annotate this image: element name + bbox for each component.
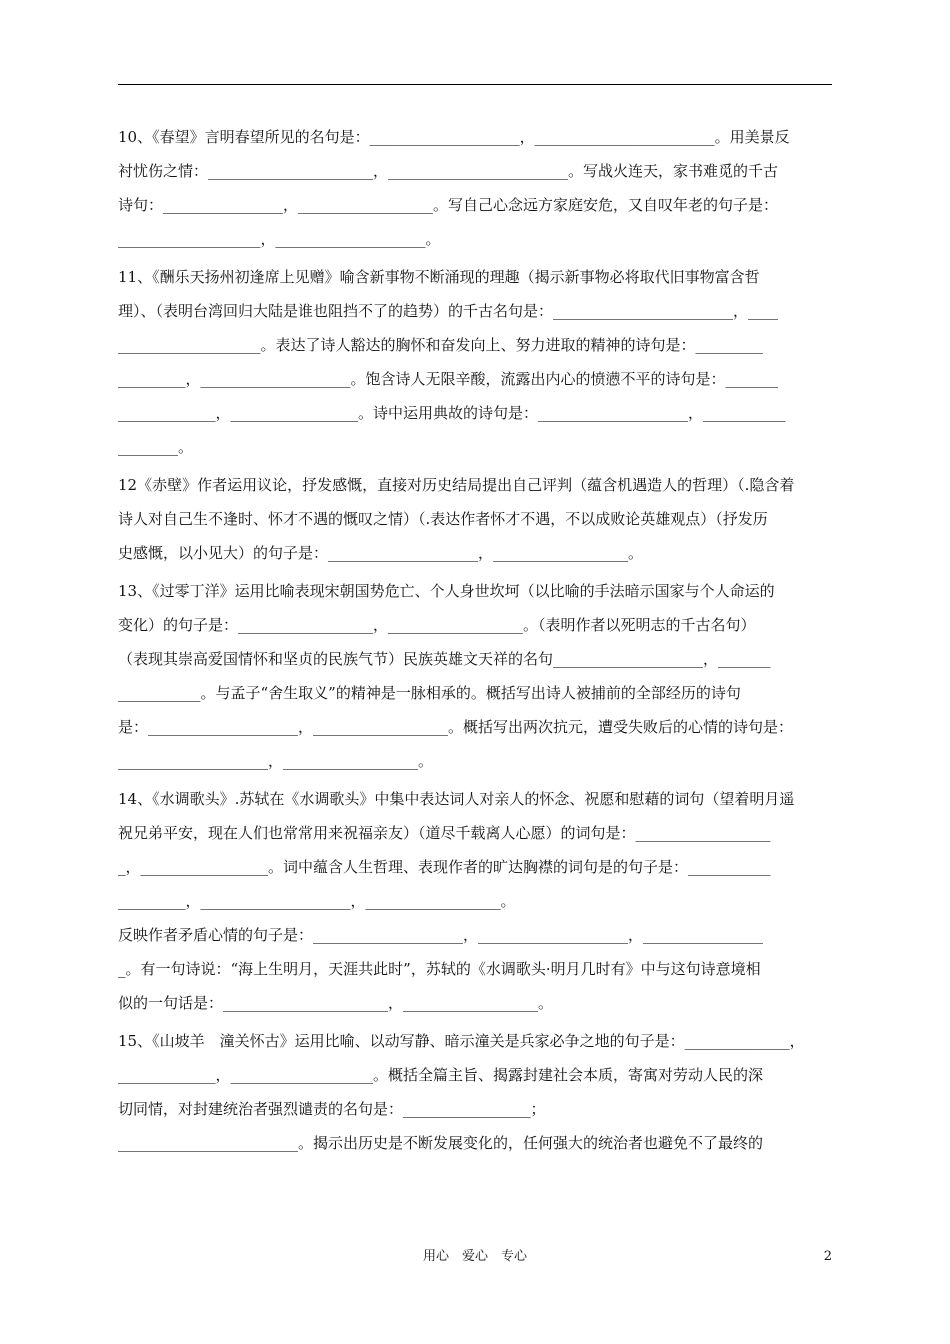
text-line: ___________。与孟子“舍生取义”的精神是一脉相承的。概括写出诗人被捕前的全部经历的诗句 — [118, 684, 741, 702]
text-line: 变化）的句子是：__________________，__________________。（表明作者以死明志的千古名句） — [118, 616, 756, 634]
text-line: 13、《过零丁洋》运用比喻表现宋朝国势危亡、个人身世坎坷（以比喻的手法暗示国家与个人命运的 — [118, 582, 775, 600]
text-line: ___________________，____________________。 — [118, 230, 441, 248]
document-body — [118, 120, 832, 1160]
text-line: _____________，_________________。诗中运用典故的诗句是：____________________，___________ — [118, 404, 786, 422]
header-rule — [118, 84, 832, 85]
text-line: 10、《春望》言明春望所见的名句是：____________________，________________________。用美景反 — [118, 128, 790, 146]
page-number: 2 — [823, 1249, 832, 1264]
text-line: ________。 — [118, 438, 194, 456]
text-line: 12《赤壁》作者运用议论，抒发感慨，直接对历史结局提出自己评判（蕴含机遇造人的哲理）（.隐含着 — [118, 476, 795, 494]
text-line: _，_________________。词中蕴含人生哲理、表现作者的旷达胸襟的词句是的句子是：___________ — [118, 858, 771, 876]
text-line: _________，____________________，__________________。 — [118, 892, 516, 910]
text-line: 衬忧伤之情：______________________，________________________。写战火连天，家书难觅的千古 — [118, 162, 779, 180]
footer-slogan: 用心 爱心 专心 — [422, 1249, 527, 1264]
text-line: 11、《酬乐天扬州初逢席上见赠》喻含新事物不断涌现的理趣（揭示新事物必将取代旧事物富含哲 — [118, 268, 760, 286]
text-line: _。有一句诗说：“海上生明月，天涯共此时”，苏轼的《水调歌头·明月几时有》中与这句诗意境相 — [118, 960, 761, 978]
text-line: 14、《水调歌头》.苏轼在《水调歌头》中集中表达词人对亲人的怀念、祝愿和慰藉的词句（望着明月遥 — [118, 790, 795, 808]
page-footer — [0, 1247, 950, 1267]
text-line: 反映作者矛盾心情的句子是：____________________，____________________，________________ — [118, 926, 764, 944]
text-line: 似的一句话是：______________________，__________________。 — [118, 994, 554, 1012]
text-line: 诗人对自己生不逢时、怀才不遇的慨叹之情）（.表达作者怀才不遇，不以成败论英雄观点）（抒发历 — [118, 510, 768, 528]
text-line: 15、《山坡羊 潼关怀古》运用比喻、以动写静、暗示潼关是兵家必争之地的句子是：______________， — [118, 1032, 805, 1050]
text-line: ________________________。揭示出历史是不断发展变化的，任何强大的统治者也避免不了最终的 — [118, 1134, 764, 1152]
text-line: 诗句：________________，__________________。写自己心念远方家庭安危，又自叹年老的句子是： — [118, 196, 779, 214]
text-line: _________，____________________。饱含诗人无限辛酸，流露出内心的愤懑不平的诗句是：_______ — [118, 370, 779, 388]
text-line: 是：____________________，__________________。概括写出两次抗元，遭受失败后的心情的诗句是： — [118, 718, 794, 736]
text-line: ____________________，__________________。 — [118, 752, 434, 770]
text-line: 祝兄弟平安，现在人们也常常用来祝福亲友）（道尽千载离人心愿）的词句是：__________________ — [118, 824, 771, 842]
text-line: 理）、（表明台湾回归大陆是谁也阻挡不了的趋势）的千古名句是：________________________，____ — [118, 302, 779, 320]
text-line: 史感慨，以小见大）的句子是：____________________，__________________。 — [118, 544, 644, 562]
text-line: ___________________。表达了诗人豁达的胸怀和奋发向上、努力进取的精神的诗句是：_________ — [118, 336, 764, 354]
text-line: 切同情，对封建统治者强烈谴责的名句是：_________________； — [118, 1100, 546, 1118]
text-line: （表现其崇高爱国情怀和坚贞的民族气节）民族英雄文天祥的名句____________________，_______ — [118, 650, 771, 668]
text-line: _____________，___________________。概括全篇主旨、揭露封建社会本质，寄寓对劳动人民的深 — [118, 1066, 764, 1084]
